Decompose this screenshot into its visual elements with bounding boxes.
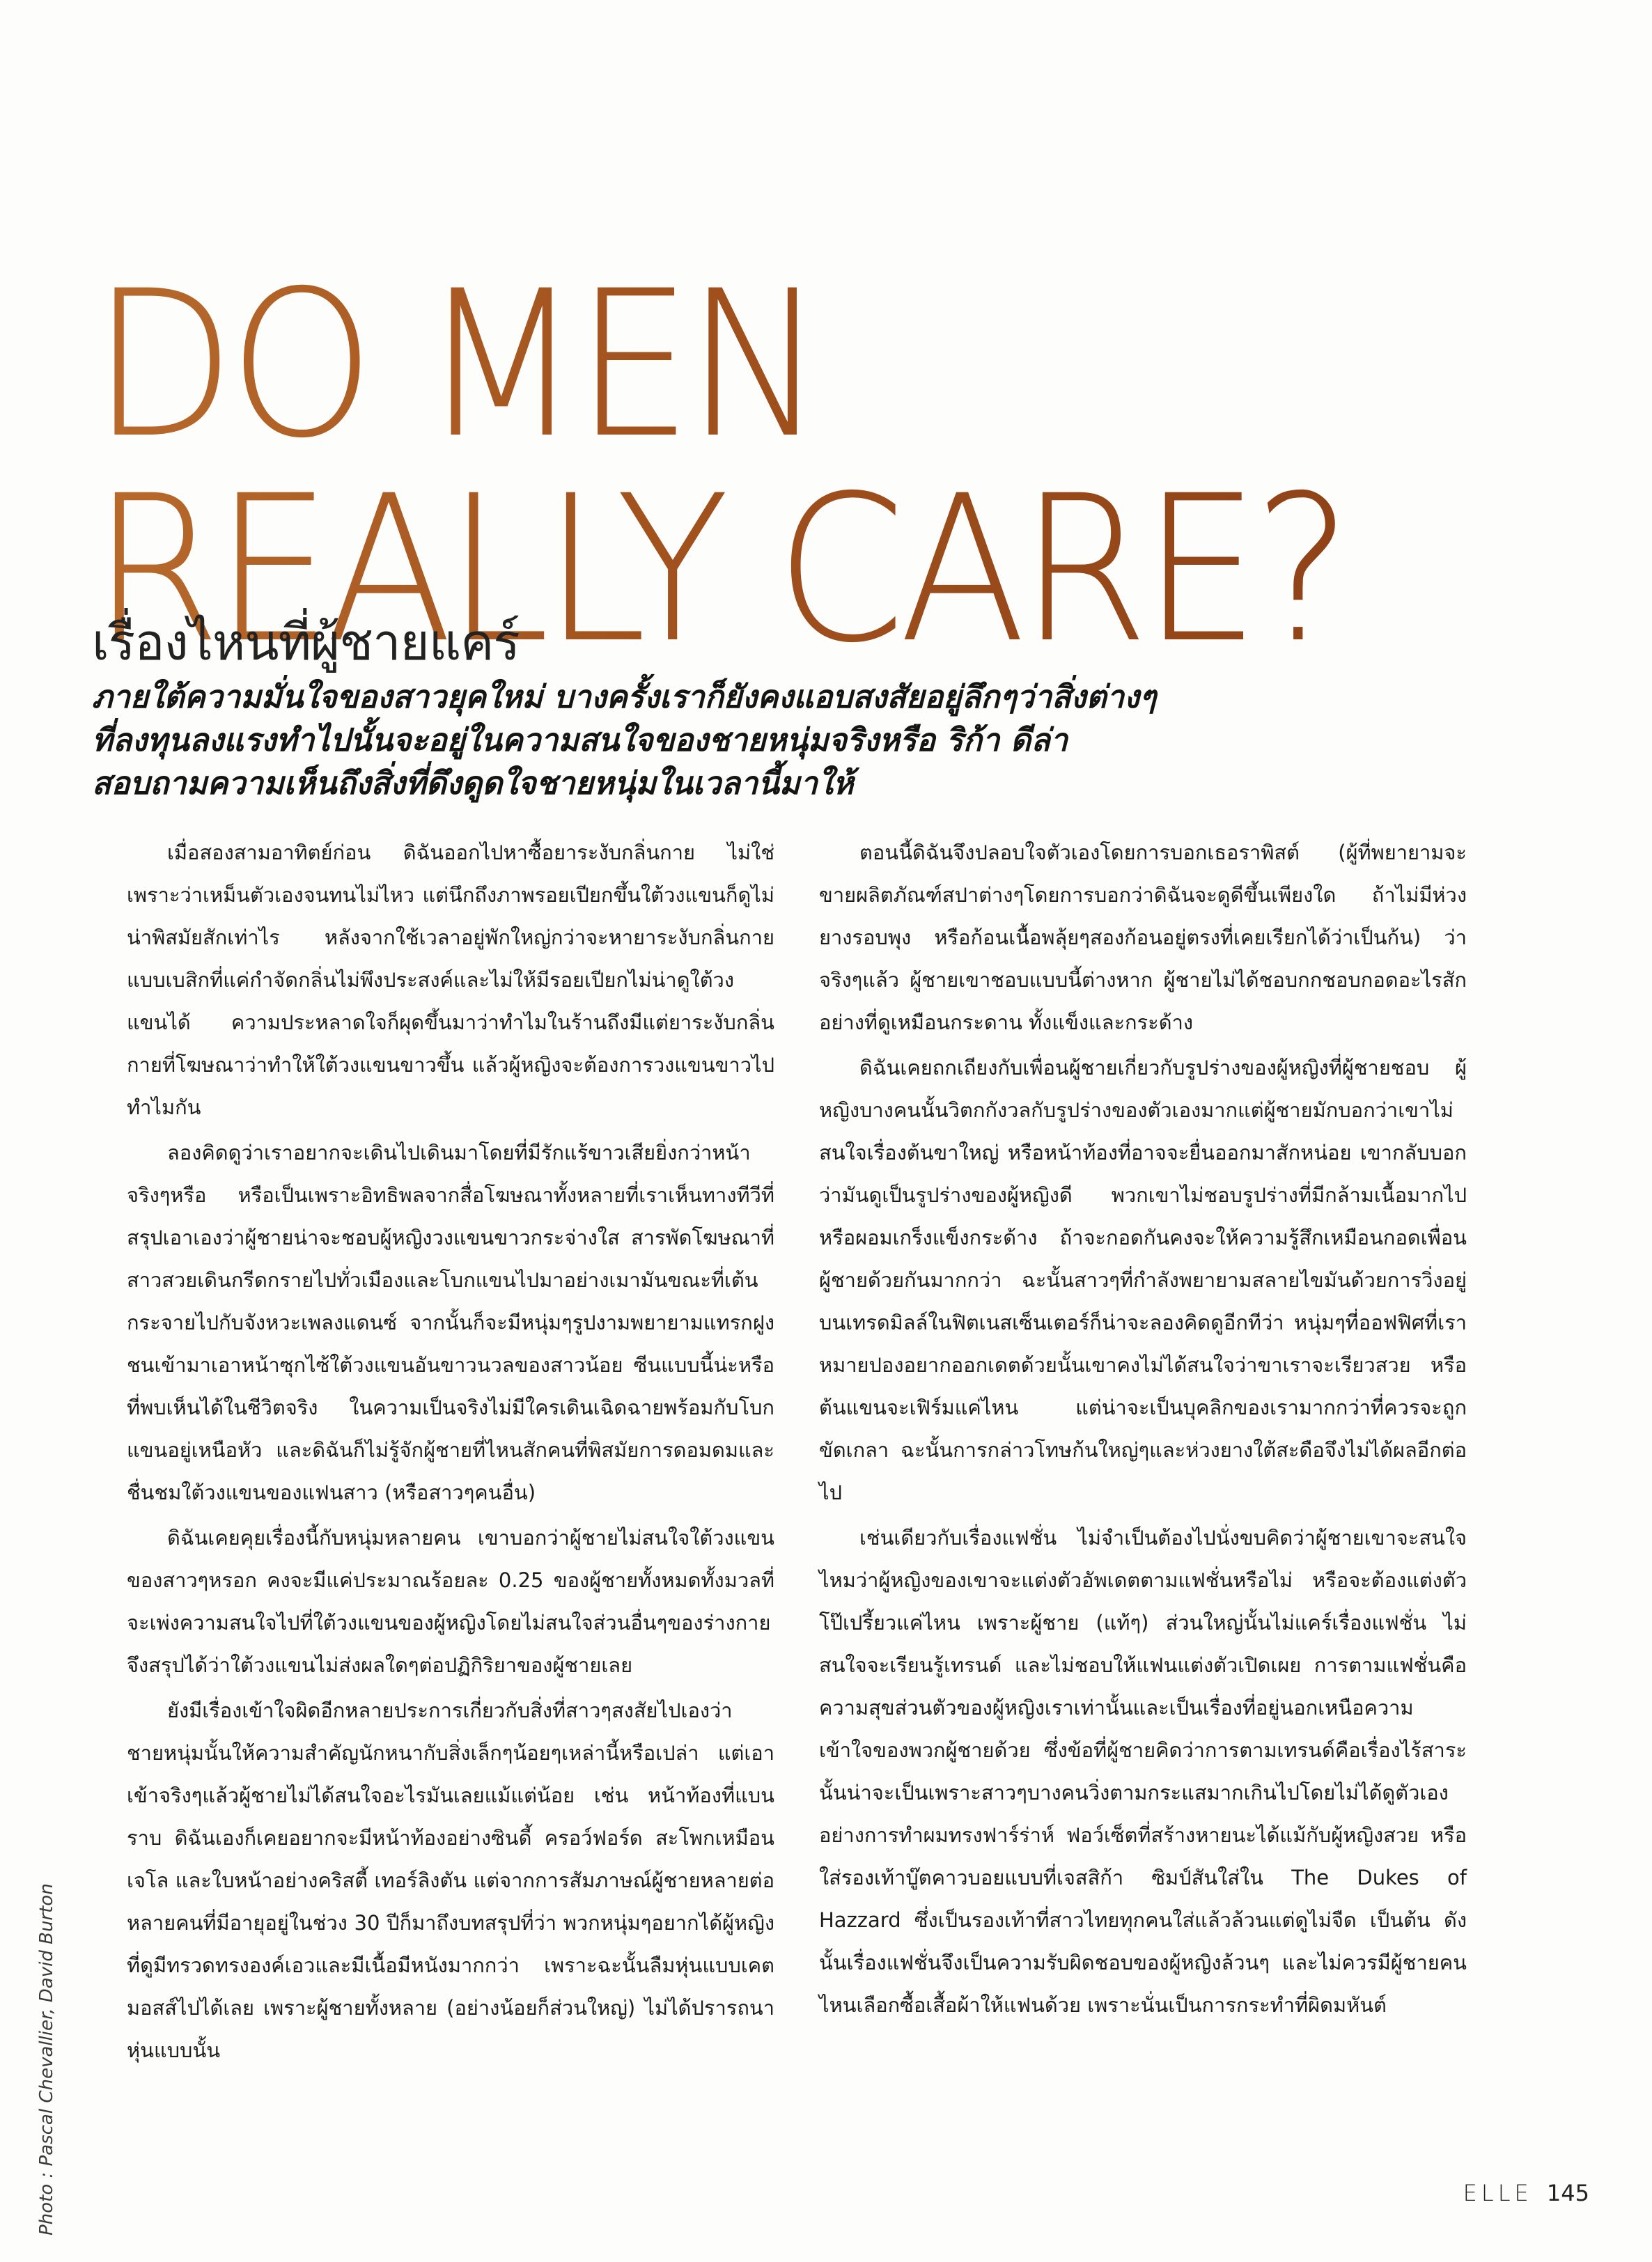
standfirst-line: ที่ลงทุนลงแรงทำไปนั้นจะอยู่ในความสนใจของชายหนุ่มจริงหรือ ริก้า ดีล่า [92,722,1068,758]
body-paragraph: เมื่อสองสามอาทิตย์ก่อน ดิฉันออกไปหาซื้อยาระงับกลิ่นกาย ไม่ใช่เพราะว่าเหม็นตัวเองจนทนไม่ไหว แต่นึกถึงภาพรอยเปียกขึ้นใต้วงแขนก็ดูไม่น่าพิสมัยสักเท่าไร หลังจากใช้เวลาอยู่พักใหญ่กว่าจะหายาระงับกลิ่นกายแบบเบสิกที่แค่กำจัดกลิ่นไม่พึงประสงค์และไม่ให้มีรอยเปียกไม่น่าดูใต้วงแขนได้ ความประหลาดใจก็ผุดขึ้นมาว่าทำไมในร้านถึงมีแต่ยาระงับกลิ่นกายที่โฆษณาว่าทำให้ใต้วงแขนขาวขึ้น แล้วผู้หญิงจะต้องการวงแขนขาวไปทำไมกัน [127,841,774,1119]
body-column-left [127,832,774,2075]
page-number: 145 [1546,2180,1589,2206]
headline-line-1: DO MEN [92,248,819,483]
body-paragraph: ดิฉันเคยถกเถียงกับเพื่อนผู้ชายเกี่ยวกับรูปร่างของผู้หญิงที่ผู้ชายชอบ ผู้หญิงบางคนนั้นวิตกกังวลกับรูปร่างของตัวเองมากแต่ผู้ชายมักบอกว่าเขาไม่สนใจเรื่องต้นขาใหญ่ หรือหน้าท้องที่อาจจะยื่นออกมาสักหน่อย เขากลับบอกว่ามันดูเป็นรูปร่างของผู้หญิงดี พวกเขาไม่ชอบรูปร่างที่มีกล้ามเนื้อมากไป หรือผอมเกร็งแข็งกระด้าง ถ้าจะกอดกันคงจะให้ความรู้สึกเหมือนกอดเพื่อนผู้ชายด้วยกันมากกว่า ฉะนั้นสาวๆที่กำลังพยายามสลายไขมันด้วยการวิ่งอยู่บนเทรดมิลล์ในฟิตเนสเซ็นเตอร์ก็น่าจะลองคิดดูอีกทีว่า หนุ่มๆที่ออฟฟิศที่เราหมายปองอยากออกเดตด้วยนั้นเขาคงไม่ได้สนใจว่าขาเราจะเรียวสวย หรือต้นแขนจะเฟิร์มแค่ไหน แต่น่าจะเป็นบุคลิกของเรามากกว่าที่ควรจะถูกขัดเกลา ฉะนั้นการกล่าวโทษก้นใหญ่ๆและห่วงยางใต้สะดือจึงไม่ได้ผลอีกต่อไป [819,1056,1467,1504]
standfirst-line: ภายใต้ความมั่นใจของสาวยุคใหม่ บางครั้งเราก็ยังคงแอบสงสัยอยู่ลึกๆว่าสิ่งต่างๆ [92,678,1157,715]
magazine-brand: ELLE [1463,2180,1533,2206]
photo-credit: Photo : Pascal Chevallier, David Burton [36,1883,57,2236]
body-paragraph: ยังมีเรื่องเข้าใจผิดอีกหลายประการเกี่ยวกับสิ่งที่สาวๆสงสัยไปเองว่า ชายหนุ่มนั้นให้ความสำคัญนักหนากับสิ่งเล็กๆน้อยๆเหล่านี้หรือเปล่า แต่เอาเข้าจริงๆแล้วผู้ชายไม่ได้สนใจอะไรมันเลยแม้แต่น้อย เช่น หน้าท้องที่แบนราบ ดิฉันเองก็เคยอยากจะมีหน้าท้องอย่างซินดี้ ครอว์ฟอร์ด สะโพกเหมือนเจโล และใบหน้าอย่างคริสตี้ เทอร์ลิงตัน แต่จากการสัมภาษณ์ผู้ชายหลายต่อหลายคนที่มีอายุอยู่ในช่วง 30 ปีก็มาถึงบทสรุปที่ว่า พวกหนุ่มๆอยากได้ผู้หญิงที่ดูมีทรวดทรงองค์เอวและมีเนื้อมีหนังมากกว่า เพราะฉะนั้นลืมหุ่นแบบเคต มอสส์ไปได้เลย เพราะผู้ชายทั้งหลาย (อย่างน้อยก็ส่วนใหญ่) ไม่ได้ปรารถนาหุ่นแบบนั้น [127,1699,774,2062]
body-paragraph: ดิฉันเคยคุยเรื่องนี้กับหนุ่มหลายคน เขาบอกว่าผู้ชายไม่สนใจใต้วงแขนของสาวๆหรอก คงจะมีแค่ประมาณร้อยละ 0.25 ของผู้ชายทั้งหมดทั้งมวลที่จะเพ่งความสนใจไปที่ใต้วงแขนของผู้หญิงโดยไม่สนใจส่วนอื่นๆของร่างกาย จึงสรุปได้ว่าใต้วงแขนไม่ส่งผลใดๆต่อปฏิกิริยาของผู้ชายเลย [127,1526,774,1677]
thai-subtitle: เรื่องไหนที่ผู้ชายแคร์ [92,613,520,671]
body-paragraph: เช่นเดียวกับเรื่องแฟชั่น ไม่จำเป็นต้องไปนั่งขบคิดว่าผู้ชายเขาจะสนใจไหมว่าผู้หญิงของเขาจะแต่งตัวอัพเดตตามแฟชั่นหรือไม่ หรือจะต้องแต่งตัวโป๊เปรี้ยวแค่ไหน เพราะผู้ชาย (แท้ๆ) ส่วนใหญ่นั้นไม่แคร์เรื่องแฟชั่น ไม่สนใจจะเรียนรู้เทรนด์ และไม่ชอบให้แฟนแต่งตัวเปิดเผย การตามแฟชั่นคือความสุขส่วนตัวของผู้หญิงเราเท่านั้นและเป็นเรื่องที่อยู่นอกเหนือความเข้าใจของพวกผู้ชายด้วย ซึ่งข้อที่ผู้ชายคิดว่าการตามเทรนด์คือเรื่องไร้สาระนั้นน่าจะเป็นเพราะสาวๆบางคนวิ่งตามกระแสมากเกินไปโดยไม่ได้ดูตัวเอง อย่างการทำผมทรงฟาร์ร่าห์ ฟอว์เซ็ตที่สร้างหายนะได้แม้กับผู้หญิงสวย หรือใส่รองเท้าบู๊ตคาวบอยแบบที่เจสสิก้า ซิมป์สันใส่ใน The Dukes of Hazzard ซึ่งเป็นรองเท้าที่สาวไทยทุกคนใส่แล้วล้วนแต่ดูไม่จืด เป็นต้น ดังนั้นเรื่องแฟชั่นจึงเป็นความรับผิดชอบของผู้หญิงล้วนๆ และไม่ควรมีผู้ชายคนไหนเลือกซื้อเสื้อผ้าให้แฟนด้วย เพราะนั่นเป็นการกระทำที่ผิดมหันต์ [819,1526,1467,2017]
body-paragraph: ตอนนี้ดิฉันจึงปลอบใจตัวเองโดยการบอกเธอราพิสต์ (ผู้ที่พยายามจะขายผลิตภัณฑ์สปาต่างๆโดยการบอกว่าดิฉันจะดูดีขึ้นเพียงใด ถ้าไม่มีห่วงยางรอบพุง หรือก้อนเนื้อพลุ้ยๆสองก้อนอยู่ตรงที่เคยเรียกได้ว่าเป็นก้น) ว่าจริงๆแล้ว ผู้ชายเขาชอบแบบนี้ต่างหาก ผู้ชายไม่ได้ชอบกกชอบกอดอะไรสักอย่างที่ดูเหมือนกระดาน ทั้งแข็งและกระด้าง [819,841,1467,1034]
body-column-right [819,832,1467,2029]
body-paragraph: ลองคิดดูว่าเราอยากจะเดินไปเดินมาโดยที่มีรักแร้ขาวเสียยิ่งกว่าหน้าจริงๆหรือ หรือเป็นเพราะอิทธิพลจากสื่อโฆษณาทั้งหลายที่เราเห็นทางทีวีที่สรุปเอาเองว่าผู้ชายน่าจะชอบผู้หญิงวงแขนขาวกระจ่างใส สารพัดโฆษณาที่สาวสวยเดินกรีดกรายไปทั่วเมืองและโบกแขนไปมาอย่างเมามันขณะที่เต้นกระจายไปกับจังหวะเพลงแดนซ์ จากนั้นก็จะมีหนุ่มๆรูปงามพยายามแทรกฝูงชนเข้ามาเอาหน้าซุกไซ้ใต้วงแขนอันขาวนวลของสาวน้อย ซีนแบบนี้น่ะหรือที่พบเห็นได้ในชีวิตจริง ในความเป็นจริงไม่มีใครเดินเฉิดฉายพร้อมกับโบกแขนอยู่เหนือหัว และดิฉันก็ไม่รู้จักผู้ชายที่ไหนสักคนที่พิสมัยการดอมดมและชื่นชมใต้วงแขนของแฟนสาว (หรือสาวๆคนอื่น) [127,1141,774,1504]
standfirst-line: สอบถามความเห็นถึงสิ่งที่ดึงดูดใจชายหนุ่มในเวลานี้มาให้ [92,765,854,802]
headline-line-2: REALLY CARE? [92,453,1346,687]
standfirst [92,676,1575,805]
page-folio [1463,2180,1589,2206]
